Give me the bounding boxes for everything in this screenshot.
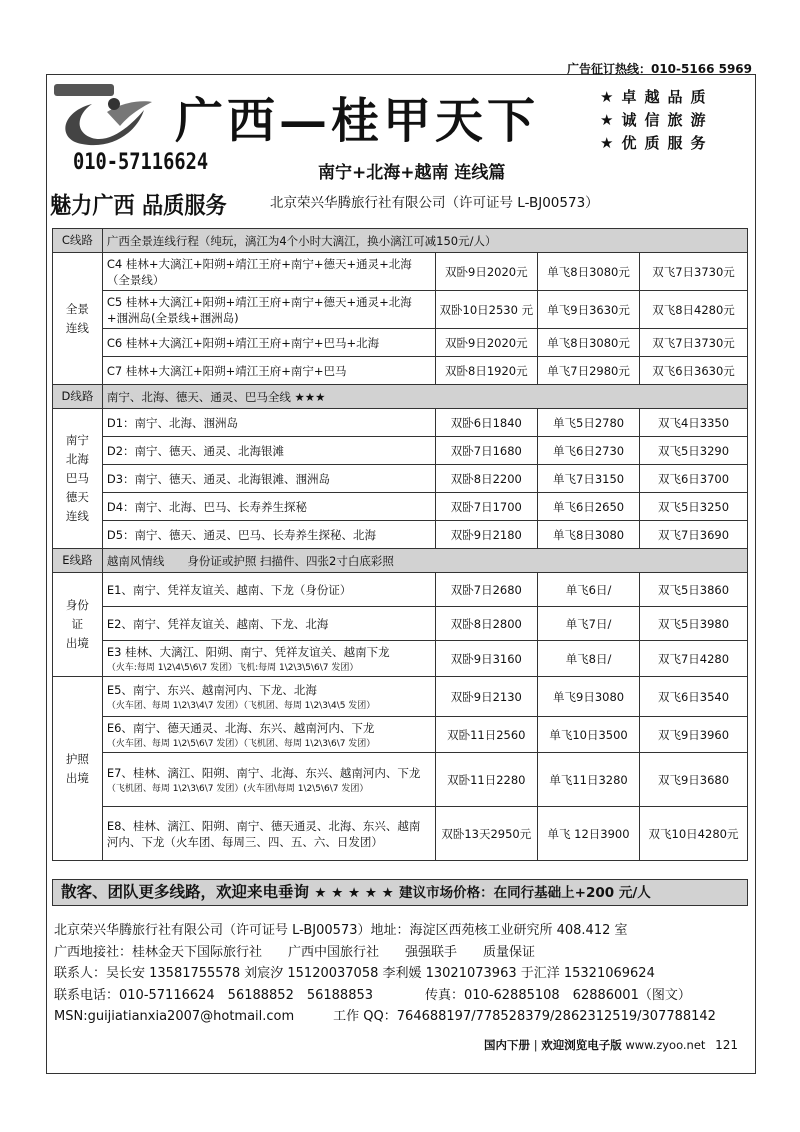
- price-sleeper: 双卧7日1700: [435, 493, 538, 521]
- footer-line: 广西地接社：桂林金天下国际旅行社 广西中国旅行社 强强联手 质量保证: [54, 944, 536, 960]
- star-icon: ★: [600, 111, 614, 129]
- feature-item: ★ 诚信旅游: [600, 111, 714, 129]
- price-single-flight: 单飞8日3080: [538, 521, 640, 549]
- route-cell: [102, 677, 435, 717]
- table-row: [53, 291, 748, 329]
- ebook-label: 欢迎浏览电子版: [541, 1038, 622, 1052]
- section-code: D线路: [53, 385, 103, 409]
- feature-item: ★ 卓越品质: [600, 88, 714, 106]
- price-single-flight: 单飞11日3280: [538, 753, 640, 807]
- section-desc: 越南风情线 身份证或护照 扫描件、四张2寸白底彩照: [102, 549, 747, 573]
- main-title: 广西—桂甲天下: [175, 93, 540, 149]
- price-double-flight: 双飞7日3690: [640, 521, 748, 549]
- star-icon: ★: [600, 88, 614, 106]
- table-row: [53, 807, 748, 861]
- route-name: E2、南宁、凭祥友谊关、越南、下龙、北海: [102, 607, 435, 641]
- route-cell: [102, 717, 435, 753]
- price-double-flight: 双飞10日4280元: [640, 807, 748, 861]
- route-note: （火车:每周 1\2\4\5\6\7 发团）飞机:每周 1\2\3\5\6\7 发团）: [106, 663, 359, 673]
- table-row: [53, 753, 748, 807]
- table-row: [53, 437, 748, 465]
- table-row: [53, 253, 748, 291]
- slogan: 魅力广西 品质服务: [50, 192, 227, 219]
- price-double-flight: 双飞6日3700: [640, 465, 748, 493]
- footer-line: 联系人：吴长安 13581755578 刘宸汐 15120037058 李利媛 13021073963 于汇洋 15321069624: [54, 966, 655, 981]
- table-row: [53, 717, 748, 753]
- section-header-c: [53, 229, 748, 253]
- price-sleeper: 双卧7日2680: [435, 573, 538, 607]
- price-double-flight: 双飞7日3730元: [640, 329, 748, 357]
- route-name: D2：南宁、德天、通灵、北海银滩: [102, 437, 435, 465]
- table-row: [53, 521, 748, 549]
- section-header-e: [53, 549, 748, 573]
- price-sleeper: 双卧11日2280: [435, 753, 538, 807]
- route-name: C6 桂林+大漓江+阳朔+靖江王府+南宁+巴马+北海: [102, 329, 435, 357]
- footer-line: MSN:guijiatianxia2007@hotmail.com 工作 QQ：764688197/778528379/2862312519/307788142: [54, 1009, 716, 1024]
- table-row: [53, 329, 748, 357]
- price-sleeper: 双卧9日2130: [435, 677, 538, 717]
- route-note: （火车团、每周 1\2\3\4\7 发团）（飞机团、每周 1\2\3\4\5 发团）: [106, 701, 376, 711]
- table-row: [53, 357, 748, 385]
- price-single-flight: 单飞5日2780: [538, 409, 640, 437]
- section-code: E线路: [53, 549, 103, 573]
- section-desc: 南宁、北海、德天、通灵、巴马全线 ★★★: [102, 385, 747, 409]
- price-sleeper: 双卧6日1840: [435, 409, 538, 437]
- price-sleeper: 双卧8日2800: [435, 607, 538, 641]
- company-license: 北京荣兴华腾旅行社有限公司（许可证号 L-BJ00573）: [270, 195, 599, 211]
- table-row: [53, 607, 748, 641]
- footer-line: 北京荣兴华腾旅行社有限公司（许可证号 L-BJ00573）地址：海淀区西苑核工业研究所 408.412 室: [54, 923, 628, 938]
- price-double-flight: 双飞5日3290: [640, 437, 748, 465]
- table-row: [53, 677, 748, 717]
- price-single-flight: 单飞6日2650: [538, 493, 640, 521]
- price-double-flight: 双飞9日3960: [640, 717, 748, 753]
- banner-right-text: 建议市场价格：在同行基础上+200 元/人: [399, 885, 651, 901]
- star-icon: ★: [600, 134, 614, 152]
- banner-left-text: 散客、团队更多线路，欢迎来电垂询: [61, 883, 310, 901]
- price-double-flight: 双飞4日3350: [640, 409, 748, 437]
- price-sleeper: 双卧7日1680: [435, 437, 538, 465]
- price-single-flight: 单飞7日2980元: [538, 357, 640, 385]
- price-single-flight: 单飞7日/: [538, 607, 640, 641]
- price-sleeper: 双卧13天2950元: [435, 807, 538, 861]
- footer-divider: |: [533, 1038, 542, 1052]
- route-name: E8、桂林、漓江、阳朔、南宁、德天通灵、北海、东兴、越南河内、下龙（火车团、每周三、四、五、六、日发团）: [102, 807, 435, 861]
- table-row: [53, 493, 748, 521]
- route-name: D5：南宁、德天、通灵、巴马、长寿养生探秘、北海: [102, 521, 435, 549]
- route-name: E1、南宁、凭祥友谊关、越南、下龙（身份证）: [102, 573, 435, 607]
- route-note: （飞机团、每周 1\2\3\6\7 发团）(火车团\每周 1\2\5\6\7 发团）: [106, 784, 369, 794]
- route-name: C4 桂林+大漓江+阳朔+靖江王府+南宁+德天+通灵+北海（全景线）: [102, 253, 435, 291]
- table-row: [53, 409, 748, 437]
- price-sleeper: 双卧9日2020元: [435, 329, 538, 357]
- price-double-flight: 双飞7日3730元: [640, 253, 748, 291]
- route-name: C5 桂林+大漓江+阳朔+靖江王府+南宁+德天+通灵+北海+涠洲岛(全景线+涠洲岛): [102, 291, 435, 329]
- price-single-flight: 单飞10日3500: [538, 717, 640, 753]
- price-double-flight: 双飞5日3860: [640, 573, 748, 607]
- price-sleeper: 双卧8日1920元: [435, 357, 538, 385]
- price-single-flight: 单飞8日/: [538, 641, 640, 677]
- section-code: C线路: [53, 229, 103, 253]
- price-sleeper: 双卧9日2180: [435, 521, 538, 549]
- price-double-flight: 双飞7日4280: [640, 641, 748, 677]
- route-name: E5、南宁、东兴、越南河内、下龙、北海: [106, 683, 317, 697]
- feature-item: ★ 优质服务: [600, 134, 714, 152]
- route-name: E7、桂林、漓江、阳朔、南宁、北海、东兴、越南河内、下龙: [106, 766, 421, 780]
- price-double-flight: 双飞6日3630元: [640, 357, 748, 385]
- route-table: [52, 228, 748, 861]
- price-sleeper: 双卧10日2530 元: [435, 291, 538, 329]
- route-name: C7 桂林+大漓江+阳朔+靖江王府+南宁+巴马: [102, 357, 435, 385]
- banner-stars: ★ ★ ★ ★ ★: [314, 885, 394, 901]
- price-single-flight: 单飞9日3080: [538, 677, 640, 717]
- route-name: E3 桂林、大漓江、阳朔、南宁、凭祥友谊关、越南下龙: [106, 645, 390, 659]
- price-double-flight: 双飞8日4280元: [640, 291, 748, 329]
- inquiry-banner: [52, 879, 748, 906]
- contact-info: [54, 920, 716, 1028]
- feature-list: [600, 86, 713, 155]
- price-sleeper: 双卧9日2020元: [435, 253, 538, 291]
- route-cell: [102, 641, 435, 677]
- table-row: [53, 641, 748, 677]
- price-single-flight: 单飞7日3150: [538, 465, 640, 493]
- price-single-flight: 单飞 12日3900: [538, 807, 640, 861]
- price-sleeper: 双卧9日3160: [435, 641, 538, 677]
- price-sleeper: 双卧11日2560: [435, 717, 538, 753]
- price-single-flight: 单飞6日/: [538, 573, 640, 607]
- route-name: E6、南宁、德天通灵、北海、东兴、越南河内、下龙: [106, 721, 375, 735]
- route-cell: [102, 753, 435, 807]
- route-name: D3：南宁、德天、通灵、北海银滩、涠洲岛: [102, 465, 435, 493]
- price-double-flight: 双飞5日3250: [640, 493, 748, 521]
- price-sleeper: 双卧8日2200: [435, 465, 538, 493]
- group-label: 护照 出境: [53, 677, 103, 861]
- price-single-flight: 单飞8日3080元: [538, 329, 640, 357]
- price-single-flight: 单飞8日3080元: [538, 253, 640, 291]
- website-link[interactable]: www.zyoo.net: [625, 1038, 706, 1052]
- group-label: 南宁 北海 巴马 德天 连线: [53, 409, 103, 549]
- price-double-flight: 双飞9日3680: [640, 753, 748, 807]
- price-double-flight: 双飞6日3540: [640, 677, 748, 717]
- route-note: （火车团、每周 1\2\5\6\7 发团）（飞机团、每周 1\2\3\6\7 发团）: [106, 739, 376, 749]
- footer-line: 联系电话：010-57116624 56188852 56188853 传真：010-62885108 62886001（图文）: [54, 987, 691, 1003]
- route-name: D1：南宁、北海、涠洲岛: [102, 409, 435, 437]
- volume-label: 国内下册: [484, 1038, 531, 1052]
- section-desc: 广西全景连线行程（纯玩，漓江为4个小时大漓江，换小漓江可减150元/人）: [102, 229, 747, 253]
- group-label: 身份 证 出境: [53, 573, 103, 677]
- price-single-flight: 单飞6日2730: [538, 437, 640, 465]
- page-footer: [484, 1037, 738, 1053]
- contact-phone: 010-57116624: [73, 150, 209, 175]
- route-subtitle: 南宁+北海+越南 连线篇: [318, 163, 506, 183]
- group-label: 全景 连线: [53, 253, 103, 385]
- price-single-flight: 单飞9日3630元: [538, 291, 640, 329]
- company-logo: [52, 82, 162, 152]
- table-row: [53, 573, 748, 607]
- table-row: [53, 465, 748, 493]
- section-header-d: [53, 385, 748, 409]
- ad-hotline: 广告征订热线：010-5166 5969: [566, 62, 752, 76]
- price-double-flight: 双飞5日3980: [640, 607, 748, 641]
- route-name: D4：南宁、北海、巴马、长寿养生探秘: [102, 493, 435, 521]
- page-number: 121: [715, 1038, 738, 1052]
